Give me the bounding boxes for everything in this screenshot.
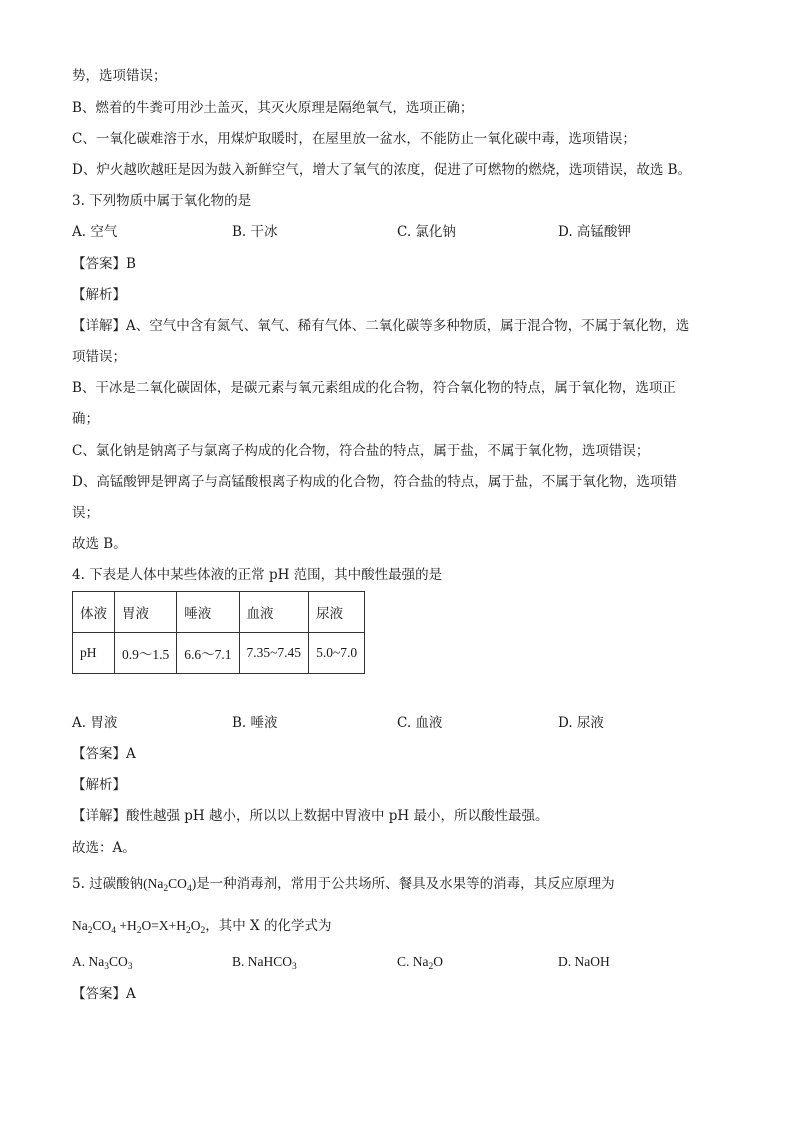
option-c: C. 血液 <box>397 715 443 731</box>
formula-na2co4: $(Na_2CO_4)$ <box>143 876 197 894</box>
ph-table <box>72 591 365 674</box>
table-cell: 5.0~7.0 <box>309 633 365 674</box>
detail-line: C、氯化钠是钠离子与氯离子构成的化合物，符合盐的特点，属于盐，不属于氧化物，选项错误； <box>72 443 650 459</box>
conclusion-line: 故选：A。 <box>72 840 136 856</box>
detail-text: 酸性越强 pH 越小，所以以上数据中胃液中 pH 最小，所以酸性最强。 <box>126 808 549 824</box>
detail-line <box>72 806 734 826</box>
table-cell: 0.9～1.5 <box>115 633 177 674</box>
text-line: 势，选项错误； <box>72 68 167 84</box>
option-d: D. 高锰酸钾 <box>558 224 631 240</box>
option-d: D. 尿液 <box>558 715 604 731</box>
answer-line <box>72 744 734 764</box>
stem-text: 是一种消毒剂，常用于公共场所、餐具及水果等的消毒，其反应原理为 <box>196 876 615 892</box>
question-3-stem: 3. 下列物质中属于氧化物的是 <box>72 193 252 209</box>
detail-line: 误； <box>72 505 99 521</box>
reaction-suffix: ，其中 X 的化学式为 <box>205 918 332 934</box>
question-5-options <box>72 952 752 972</box>
question-5-stem <box>72 874 734 894</box>
table-row <box>73 592 365 633</box>
question-4-options <box>72 713 752 733</box>
analysis-label: 【解析】 <box>72 287 126 303</box>
detail-label: 【详解】 <box>72 318 126 334</box>
table-row <box>73 633 365 674</box>
option-a: A. 胃液 <box>72 715 118 731</box>
answer-value: B <box>126 256 136 272</box>
option-a: A. 空气 <box>72 224 118 240</box>
analysis-label: 【解析】 <box>72 777 126 793</box>
answer-value: A <box>126 986 136 1002</box>
table-cell: 尿液 <box>309 592 365 633</box>
table-cell: 7.35~7.45 <box>239 633 309 674</box>
table-cell: 体液 <box>73 592 115 633</box>
reaction-equation: $Na_2CO_4 +H_2O=X+H_2O_2$ <box>72 918 206 936</box>
question-4-stem: 4. 下表是人体中某些体液的正常 pH 范围，其中酸性最强的是 <box>72 567 443 583</box>
answer-line <box>72 984 734 1004</box>
detail-line <box>72 316 734 336</box>
reaction-line <box>72 916 734 936</box>
stem-text: 5. 过碳酸钠 <box>72 876 144 892</box>
detail-text: A、空气中含有氮气、氧气、稀有气体、二氧化碳等多种物质，属于混合物，不属于氧化物，选 <box>126 318 690 334</box>
answer-label: 【答案】 <box>72 256 126 272</box>
option-c: C. 氯化钠 <box>397 224 456 240</box>
answer-label: 【答案】 <box>72 986 126 1002</box>
table-cell: 唾液 <box>177 592 239 633</box>
table-cell: 胃液 <box>115 592 177 633</box>
table-cell: pH <box>73 633 115 674</box>
question-3-options <box>72 222 752 242</box>
detail-line: D、高锰酸钾是钾离子与高锰酸根离子构成的化合物，符合盐的特点，属于盐，不属于氧化物，选项错 <box>72 474 677 490</box>
text-line: D、炉火越吹越旺是因为鼓入新鲜空气，增大了氧气的浓度，促进了可燃物的燃烧，选项错误，故选 B。 <box>72 162 692 178</box>
detail-label: 【详解】 <box>72 808 126 824</box>
text-line: B、燃着的牛粪可用沙土盖灭，其灭火原理是隔绝氧气，选项正确； <box>72 100 474 116</box>
detail-line: 项错误； <box>72 349 126 365</box>
option-a: A. $Na_3CO_3$ <box>72 954 133 972</box>
table-cell: 血液 <box>239 592 309 633</box>
text-line: C、一氧化碳难溶于水，用煤炉取暖时，在屋里放一盆水，不能防止一氧化碳中毒，选项错误； <box>72 131 636 147</box>
option-b: B. 唾液 <box>232 715 278 731</box>
detail-line: B、干冰是二氧化碳固体，是碳元素与氧元素组成的化合物，符合氧化物的特点，属于氧化物，选项正 <box>72 380 676 396</box>
table-cell: 6.6～7.1 <box>177 633 239 674</box>
option-d: D. NaOH <box>558 954 610 969</box>
answer-label: 【答案】 <box>72 746 126 762</box>
option-b: B. 干冰 <box>232 224 278 240</box>
option-c: C. $Na_2O$ <box>397 954 443 972</box>
conclusion-line: 故选 B。 <box>72 536 127 552</box>
detail-line: 确； <box>72 411 99 427</box>
answer-line <box>72 254 734 274</box>
option-b: B. NaHCO$_3$ <box>232 954 297 972</box>
answer-value: A <box>126 746 136 762</box>
